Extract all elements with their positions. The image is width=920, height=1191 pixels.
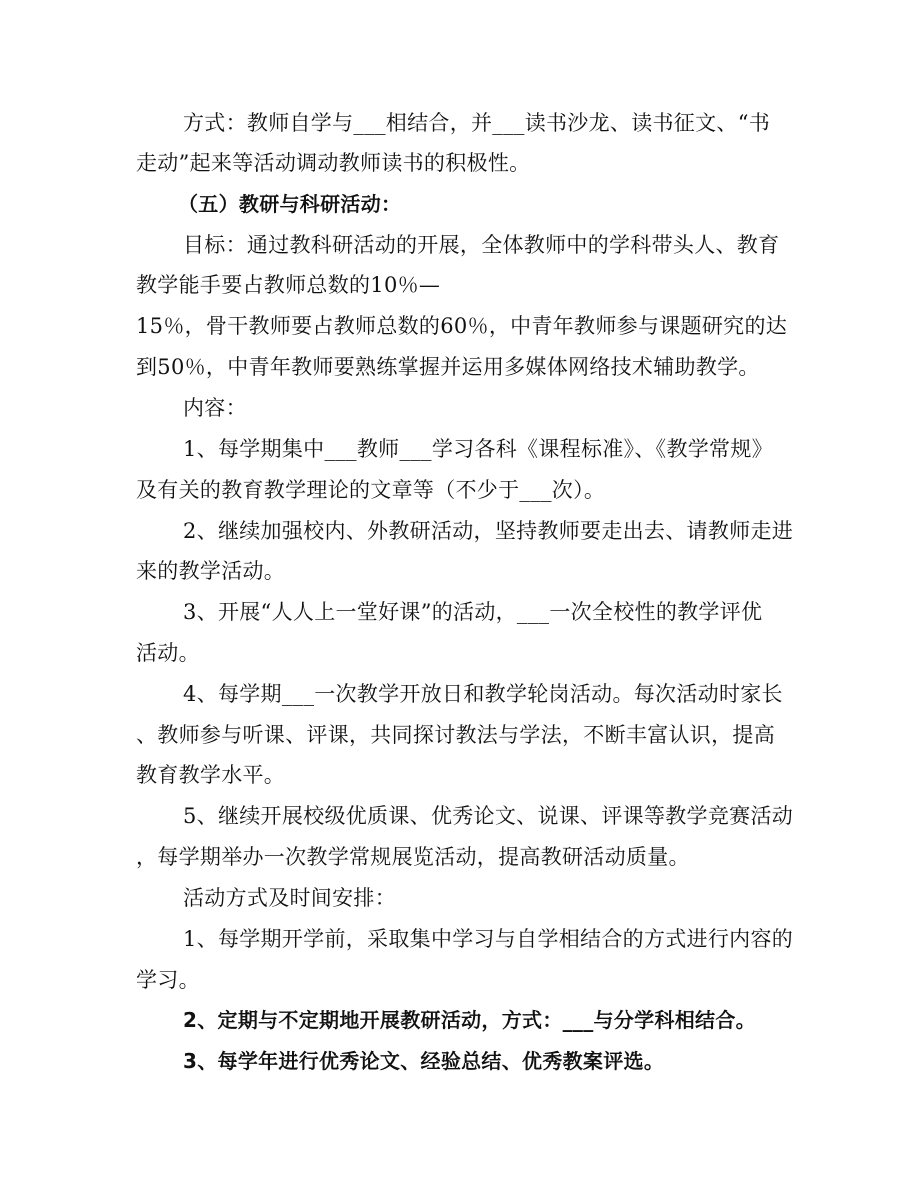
text-line: 目标：通过教科研活动的开展，全体教师中的学科带头人、教育 <box>183 233 780 257</box>
text-line: 内容： <box>183 396 247 420</box>
text-line: 1、每学期集中___教师___学习各科《课程标准》、《教学常规》 <box>183 437 773 461</box>
text-line: 学习。 <box>136 968 200 992</box>
text-line: 来的教学活动。 <box>136 559 286 583</box>
text-line: 1、每学期开学前，采取集中学习与自学相结合的方式进行内容的 <box>183 927 794 951</box>
text-line: 3、开展“人人上一堂好课”的活动，___一次全校性的教学评优 <box>183 600 763 624</box>
text-line: 活动方式及时间安排： <box>183 886 396 910</box>
text-line: 5、继续开展校级优质课、优秀论文、说课、评课等教学竞赛活动 <box>183 804 794 828</box>
text-line: 4、每学期___一次教学开放日和教学轮岗活动。每次活动时家长 <box>183 682 783 706</box>
bold-text-line: 3、每学年进行优秀论文、经验总结、优秀教案评选。 <box>183 1049 665 1073</box>
section-heading: （五）教研与科研活动： <box>178 192 402 216</box>
text-line: 走动”起来等活动调动教师读书的积极性。 <box>136 151 531 175</box>
text-line: 、教师参与听课、评课，共同探讨教法与学法，不断丰富认识，提高 <box>136 723 775 747</box>
bold-text-line: 2、定期与不定期地开展教研活动，方式：___与分学科相结合。 <box>183 1008 756 1032</box>
text-line: 教育教学水平。 <box>136 763 286 787</box>
text-line: 方式：教师自学与___相结合，并___读书沙龙、读书征文、“书 <box>183 111 771 135</box>
text-line: ，每学期举办一次教学常规展览活动，提高教研活动质量。 <box>136 845 690 869</box>
text-line: 2、继续加强校内、外教研活动，坚持教师要走出去、请教师走进 <box>183 519 794 543</box>
text-line: 15％，骨干教师要占教师总数的60％，中青年教师参与课题研究的达 <box>136 314 788 338</box>
text-line: 到50％，中青年教师要熟练掌握并运用多媒体网络技术辅助教学。 <box>136 355 760 379</box>
text-line: 活动。 <box>136 641 200 665</box>
text-line: 及有关的教育教学理论的文章等（不少于___次）。 <box>136 478 606 502</box>
text-line: 教学能手要占教师总数的10％— <box>136 273 441 297</box>
